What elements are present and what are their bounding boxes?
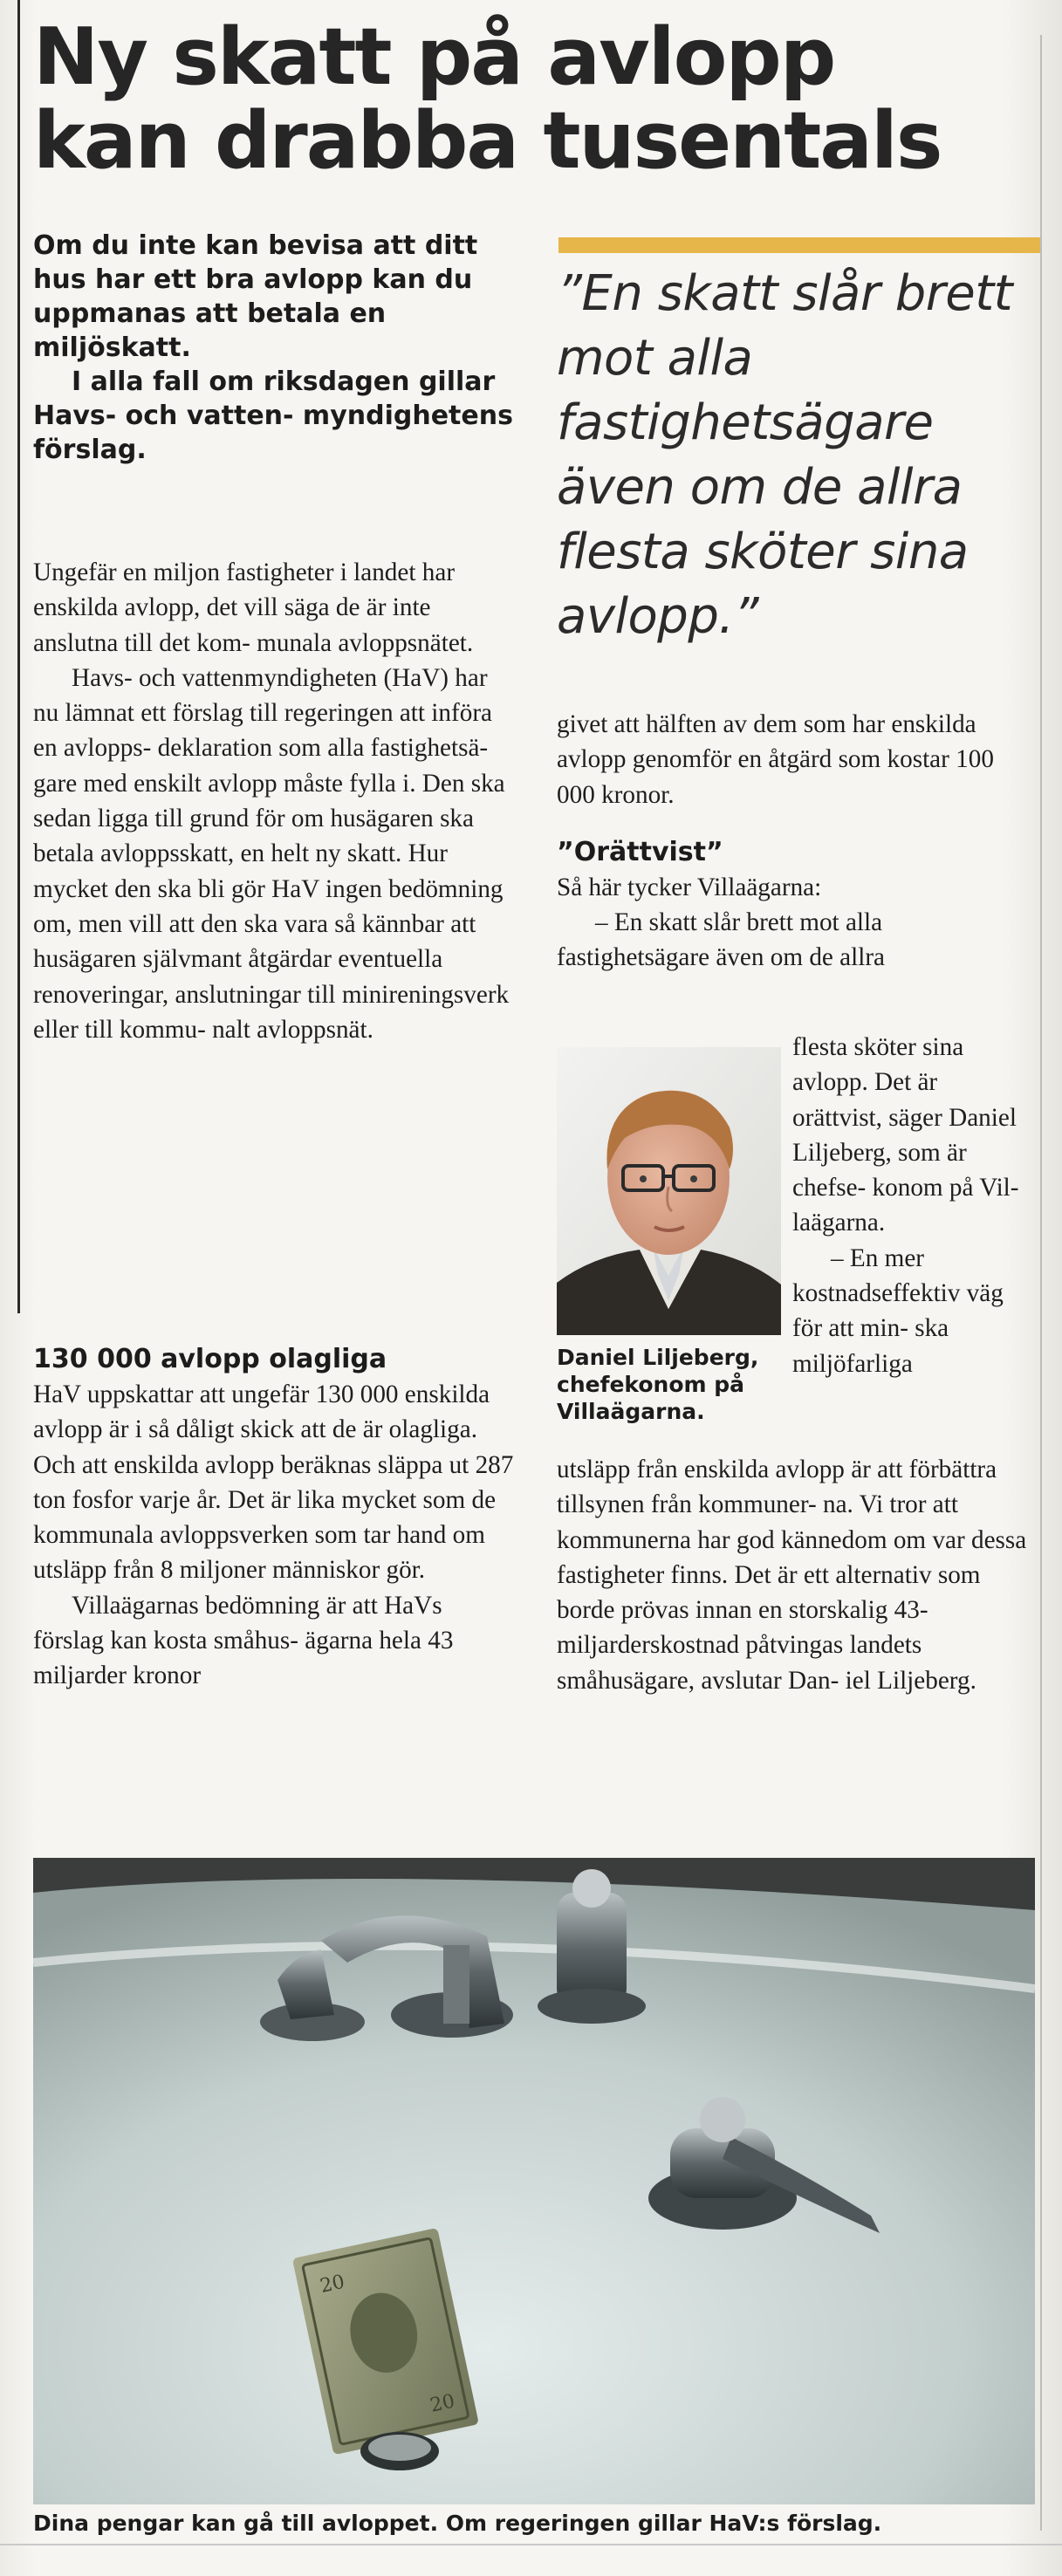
sink-photo	[33, 1858, 1035, 2504]
portrait-caption: Daniel Liljeberg, chefekonom på Villaägarna.	[557, 1345, 759, 1424]
body-paragraph: HaV uppskattar att ungefär 130 000 enskilda avlopp är i så dåligt skick att de är olagliga. Och att enskilda avlopp beräknas släppa ut 287 ton fosfor varje år. Det är lika mycket som de kommunala avloppsverken som tar hand om utsläpp från 8 miljoner människor gör.	[33, 1380, 514, 1585]
bottom-rule	[0, 2544, 1062, 2545]
left-column-bottom	[33, 1342, 518, 1694]
lead-paragraph-2: I alla fall om riksdagen gillar Havs- och vatten- myndighetens förslag.	[33, 367, 513, 465]
lead-paragraph-1: Om du inte kan bevisa att ditt hus har ett bra avlopp kan du uppmanas att betala en miljöskatt.	[33, 230, 478, 363]
article-headline	[33, 11, 1019, 187]
body-paragraph: Villaägarnas bedömning är att HaVs förslag kan kosta småhus- ägarna hela 43 miljarder kronor	[33, 1591, 454, 1690]
body-paragraph: – En mer kostnadseffektiv väg för att min- ska miljöfarliga	[792, 1243, 1004, 1378]
left-column-top	[33, 555, 518, 1047]
pull-quote: ”En skatt slår brett mot alla fastighetsägare även om de allra flesta sköter sina avlopp.”	[557, 265, 1013, 645]
body-paragraph: Havs- och vattenmyndigheten (HaV) har nu lämnat ett förslag till regeringen att införa en avlopps- deklaration som alla fastighetsä- gare med enskilt avlopp måste fylla i. Den ska sedan ligga till grund för om husägaren ska betala avloppsskatt, en helt ny skatt. Hur mycket den ska bli gör HaV ingen bedömning om, men vill att den ska vara så kännbar att husägaren självmant åtgärdar eventuella renoveringar, anslutningar till minireningsverk eller till kommu- nalt avloppsnät.	[33, 663, 510, 1044]
body-paragraph: Ungefär en miljon fastigheter i landet har enskilda avlopp, det vill säga de är inte anslutna till det kom- munala avloppsnätet.	[33, 558, 474, 657]
headline-line-2: kan drabba tusentals	[33, 95, 942, 187]
portrait-illustration	[557, 1047, 781, 1335]
portrait-photo	[557, 1047, 781, 1335]
column-rule-right	[1040, 35, 1042, 2531]
body-paragraph: – En skatt slår brett mot alla fastighetsägare även om de allra	[557, 908, 886, 972]
body-paragraph: givet att hälften av dem som har enskilda avlopp genomför en åtgärd som kostar 100 000 kronor.	[557, 710, 994, 809]
svg-text:20: 20	[428, 2390, 457, 2417]
body-paragraph: Så här tycker Villaägarna:	[557, 873, 822, 901]
right-column-top	[557, 707, 1028, 976]
sink-with-money-illustration	[33, 1858, 1035, 2504]
pull-quote-accent-bar	[558, 237, 1040, 253]
subheading: ”Orättvist”	[557, 836, 723, 867]
right-column-wrap-1	[792, 1030, 1028, 1381]
body-paragraph: utsläpp från enskilda avlopp är att förbättra tillsynen från kommuner- na. Vi tror att kommunerna har god kännedom om var dessa fastigheter finns. Det är ett alternativ som borde prövas innan en storskalig 43-miljarderskostnad påtvingas landets småhusägare, avslutar Dan- iel Liljeberg.	[557, 1456, 1027, 1695]
svg-text:20: 20	[318, 2271, 347, 2298]
column-rule-left	[17, 0, 20, 1313]
article-lead	[33, 229, 522, 467]
photo-caption: Dina pengar kan gå till avloppet. Om regeringen gillar HaV:s förslag.	[33, 2511, 882, 2536]
subheading: 130 000 avlopp olagliga	[33, 1344, 387, 1374]
body-paragraph: flesta sköter sina avlopp. Det är orättvist, säger Daniel Liljeberg, som är chefse- konom på Vil- laägarna.	[792, 1033, 1019, 1237]
headline-line-1: Ny skatt på avlopp	[33, 11, 835, 103]
right-column-bottom	[557, 1452, 1028, 1698]
